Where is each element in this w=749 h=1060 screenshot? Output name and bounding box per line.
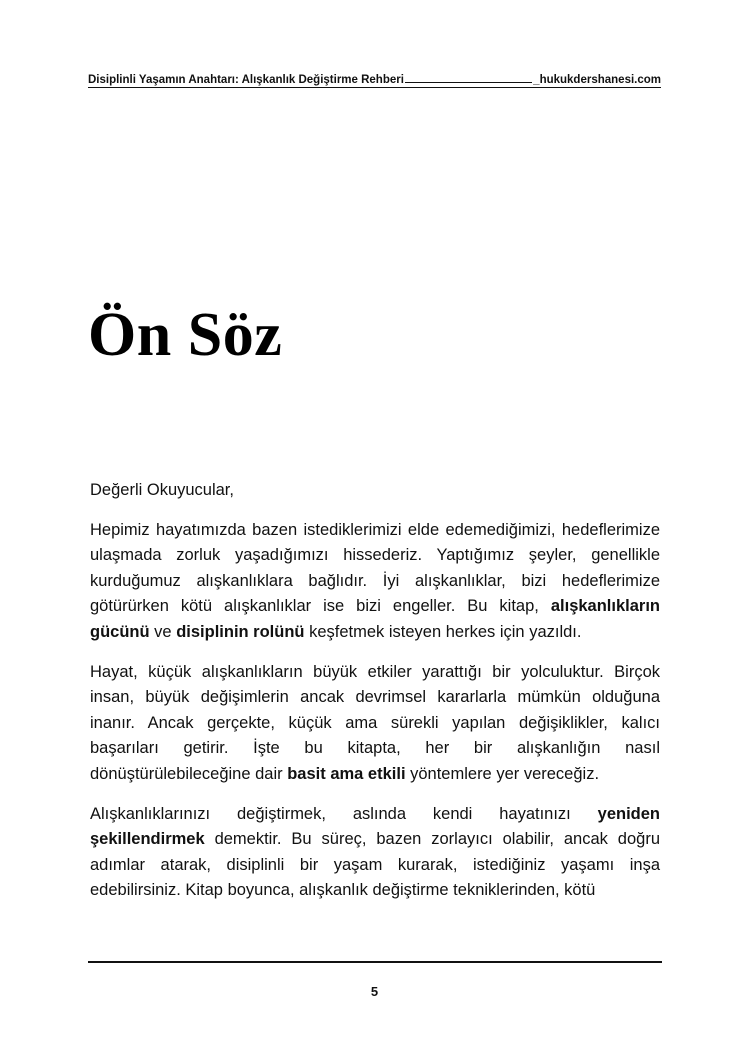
p3-bold-1: yeniden şekillendirmek [90, 804, 660, 849]
header-title: Disiplinli Yaşamın Anahtarı: Alışkanlık Değiştirme Rehberi [88, 74, 404, 86]
paragraph-2 [90, 660, 660, 788]
page-number: 5 [370, 984, 379, 999]
p2-text-a: Hayat, küçük alışkanlıkların büyük etkiler yarattığı bir yolculuktur. Birçok insan, büyük değişimlerin ancak devrimsel kararlarla mümkün olduğuna inanır. Ancak gerçekte, küçük ama sürekli yapılan değişiklikler, kalıcı başarıları getirir. İşte bu kitapta, her bir alışkanlığın nasıl dönüştürülebileceğine dair [90, 662, 660, 783]
body-text [90, 478, 660, 918]
paragraph-1 [90, 518, 660, 646]
salutation: Değerli Okuyucular, [90, 481, 234, 499]
p1-text-d: keşfetmek isteyen herkes için yazıldı. [304, 622, 582, 641]
p1-bold-2: disiplinin rolünü [176, 622, 305, 641]
footer-rule [88, 961, 662, 963]
p2-bold-1: basit ama etkili [287, 764, 406, 783]
p3-text-c: demektir. Bu süreç, bazen zorlayıcı olabilir, ancak doğru adımlar atarak, disiplinli bir yaşam kurarak, istediğiniz yaşamı inşa edebilirsiniz. Kitap boyunca, alışkanlık değiştirme tekniklerinden, kötü [90, 830, 660, 900]
p3-text-a: Alışkanlıklarınızı değiştirmek, aslında kendi hayatınızı [90, 804, 598, 823]
p1-bold-1: alışkanlıkların gücünü [90, 597, 660, 641]
p2-text-c: yöntemlere yer vereceğiz. [405, 764, 600, 783]
header-site: _hukukdershanesi.com [533, 74, 661, 86]
p1-text-a: Hepimiz hayatımızda bazen istediklerimizi elde edemediğimizi, hedeflerimize ulaşmada zorluk yaşadığımızı hissederiz. Yaptığımız şeyler, genellikle kurduğumuz alışkanlıklara bağlıdır. İyi alışkanlıklar, bizi hedeflerimize götürürken kötü alışkanlıklar ise bizi engeller. Bu kitap, [90, 520, 660, 616]
p1-text-c: ve [149, 622, 177, 641]
paragraph-3 [90, 802, 660, 904]
section-heading: Ön Söz [88, 301, 283, 369]
